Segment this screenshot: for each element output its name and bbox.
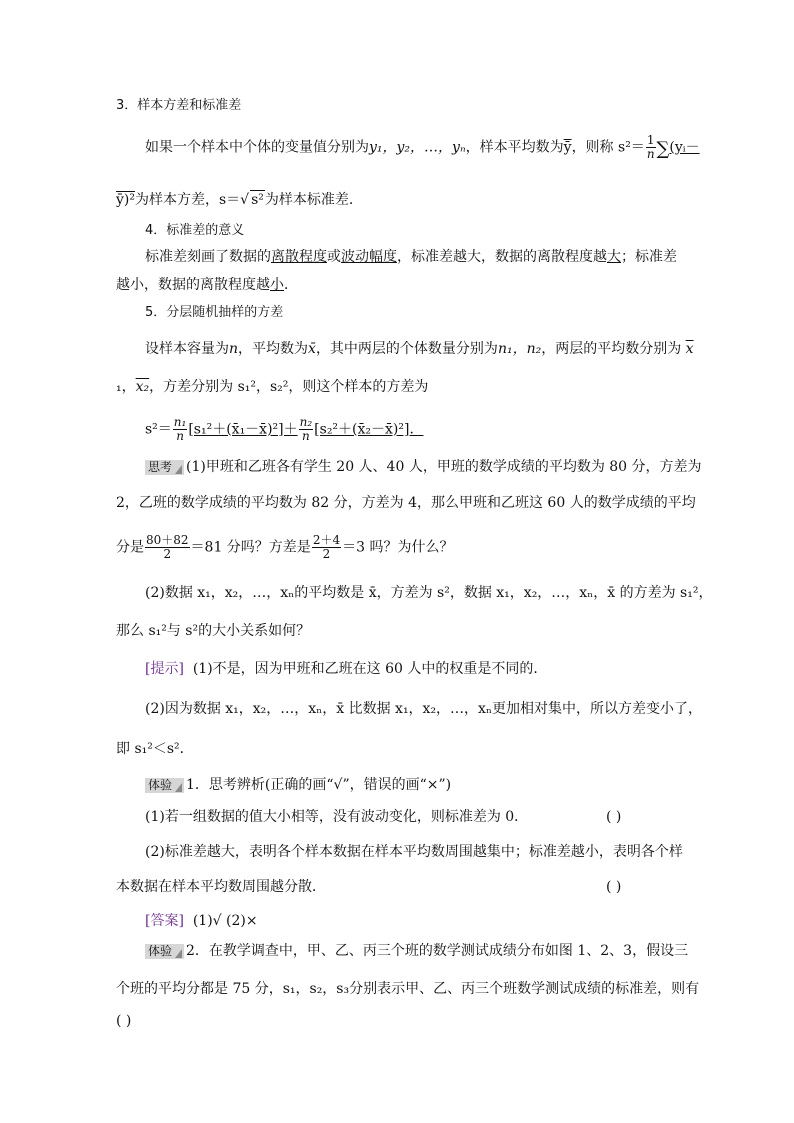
squared-deviation: ȳ)² — [116, 192, 135, 208]
hint-text: (1)不是，因为甲班和乙班在这 60 人中的权重是不同的． — [192, 661, 548, 677]
think-line-3 — [116, 534, 453, 561]
think-question-text: ＝3 吗？为什么？ — [342, 539, 454, 556]
layer-sizes: n₁，n₂ — [497, 341, 542, 357]
body-text: ，两层的平均数分别为 — [541, 341, 682, 357]
underlined-term: 小 — [270, 277, 284, 293]
fraction-denominator: n — [299, 429, 314, 443]
underlined-term: 大 — [607, 249, 621, 265]
body-text: ₁， — [116, 379, 136, 395]
fraction-denominator: 2 — [145, 547, 190, 561]
body-text: ，方差分别为 s₁²，s₂²，则这个样本的方差为 — [149, 379, 429, 395]
section-5-line-2 — [116, 378, 428, 396]
variance-fraction — [312, 534, 341, 561]
body-text: 设样本容量为 — [145, 341, 229, 357]
think-line-5: 那么 s₁²与 s²的大小关系如何？ — [116, 623, 311, 639]
body-text: 标准差刻画了数据的 — [145, 249, 271, 265]
formula-term-2: [s₂²＋(x̄₂－x̄)²]． — [314, 421, 424, 438]
exercise-2-line-1 — [145, 942, 688, 960]
fraction-numerator: 1 — [646, 133, 655, 147]
body-text: 或 — [327, 249, 341, 265]
fraction-numerator: n₁ — [173, 415, 187, 429]
answer-blank-2: ( ) — [606, 879, 622, 895]
experience-tag: 体验 — [145, 944, 184, 959]
definition-text: 为样本方差，s＝ — [134, 192, 241, 208]
exercise-1-item-1 — [145, 808, 528, 826]
sample-mean-symbol: $\overline{ȳ}$ — [563, 139, 572, 156]
sample-variables: y₁，y₂，…，yₙ — [369, 139, 466, 156]
body-text: ；标准差 — [621, 249, 677, 265]
body-text: ，其中两层的个体数量分别为 — [315, 341, 498, 357]
body-text: 越小，数据的离散程度越 — [116, 277, 270, 293]
summation-term: (yᵢ－ — [669, 139, 700, 156]
section-4-line-1 — [145, 248, 677, 266]
average-fraction — [145, 534, 190, 561]
section-4-line-2 — [116, 276, 298, 294]
definition-text: ，则称 s²＝ — [571, 139, 645, 156]
exercise-2-line-2: 个班的平均分都是 75 分，s₁，s₂，s₃分别表示甲、乙、丙三个班数学测试成绩的标准差，则有 — [116, 981, 700, 997]
answer-label: [答案] — [145, 913, 184, 929]
exercise-item-text: (1)若一组数据的值大小相等，没有波动变化，则标准差为 0． — [145, 809, 529, 825]
think-line-4: (2)数据 x₁，x₂，…，xₙ的平均数是 x̄，方差为 s²，数据 x₁，x₂，…，xₙ，x̄ 的方差为 s₁²， — [145, 585, 713, 601]
summation-sigma: ∑ — [656, 138, 670, 160]
body-text: ，平均数为 — [238, 341, 309, 357]
sample-size-symbol: n — [229, 341, 239, 357]
experience-tag: 体验 — [145, 778, 184, 793]
weight-fraction-1 — [173, 416, 188, 443]
exercise-1-item-2-line-2: 本数据在样本平均数周围越分散． — [116, 879, 326, 895]
think-line-1 — [145, 458, 702, 476]
sqrt-radicand: s² — [251, 192, 264, 208]
body-text: ，标准差越大，数据的离散程度越 — [397, 249, 607, 265]
underlined-term: 波动幅度 — [341, 249, 397, 265]
answer-blank-1: ( ) — [606, 809, 622, 825]
weight-fraction-2 — [299, 416, 314, 443]
formula-lhs: s²＝ — [145, 421, 172, 438]
think-tag: 思考 — [145, 460, 184, 475]
fraction-numerator: 2＋4 — [312, 533, 341, 547]
think-line-2: 2，乙班的数学成绩的平均数为 82 分，方差为 4，那么甲班和乙班这 60 人的数学成绩的平均 — [116, 495, 696, 511]
fraction-numerator: 80＋82 — [146, 533, 189, 547]
exercise-text: 2．在教学调查中，甲、乙、丙三个班的数学测试成绩分布如图 1、2、3，假设三 — [186, 943, 689, 959]
exercise-1-item-2-line-1: (2)标准差越大，表明各个样本数据在样本平均数周围越集中；标准差越小，表明各个样 — [145, 844, 683, 860]
fraction-one-over-n — [646, 134, 656, 161]
section-4-heading: 4．标准差的意义 — [145, 223, 245, 238]
definition-text: 为样本标准差． — [264, 192, 363, 208]
think-question-text: (1)甲班和乙班各有学生 20 人、40 人，甲班的数学成绩的平均数为 80 分，方差为 — [186, 459, 702, 475]
stratified-variance-formula — [145, 416, 423, 443]
formula-term-1: [s₁²＋(x̄₁－x̄)²]＋ — [188, 421, 298, 438]
exercise-2-answer-blank: ( ) — [116, 1013, 132, 1029]
exercise-1-title — [145, 776, 451, 794]
section-3-definition-line-2: ȳ)²为样本方差，s＝√ s²为样本标准差． — [116, 192, 363, 208]
underlined-term: 离散程度 — [271, 249, 327, 265]
hint-line-3: 即 s₁²＜s²． — [116, 741, 194, 757]
hint-line-2: (2)因为数据 x₁，x₂，…，xₙ，x̄ 比数据 x₁，x₂，…，xₙ更加相对集中，所以方差变小了， — [145, 701, 703, 717]
fraction-denominator: 2 — [312, 547, 341, 561]
think-question-text: ＝81 分吗？方差是 — [190, 539, 311, 556]
definition-text: 如果一个样本中个体的变量值分别为 — [145, 139, 369, 156]
layer-mean-symbol: $\overline{x}$ — [685, 341, 694, 357]
section-3-heading: 3．样本方差和标准差 — [116, 98, 242, 113]
layer-mean-symbol: x₂ — [135, 379, 150, 395]
body-text: ． — [284, 277, 298, 293]
fraction-numerator: n₂ — [299, 415, 313, 429]
exercise-title-text: 1．思考辨析(正确的画“√”，错误的画“×”) — [186, 777, 452, 793]
fraction-denominator: n — [173, 429, 188, 443]
mean-symbol: x̄ — [308, 341, 316, 357]
fraction-denominator: n — [646, 147, 655, 161]
think-question-text: 分是 — [116, 539, 144, 556]
hint-line-1 — [145, 660, 547, 678]
exercise-1-answer — [145, 912, 258, 930]
answer-text: (1)√ (2)× — [192, 913, 258, 929]
hint-label: [提示] — [145, 661, 184, 677]
section-3-definition-line-1 — [145, 134, 700, 161]
section-5-heading: 5．分层随机抽样的方差 — [145, 305, 284, 320]
section-5-line-1 — [145, 340, 694, 358]
definition-text: ，样本平均数为 — [465, 139, 564, 156]
